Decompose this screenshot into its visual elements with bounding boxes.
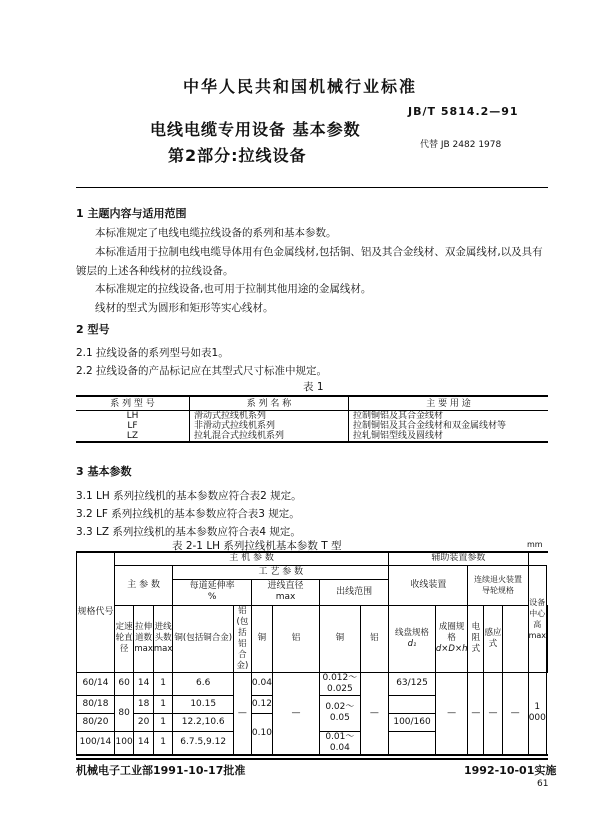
table-2 xyxy=(76,551,548,756)
table-2-header-center-max: max xyxy=(528,630,546,640)
table-cell: 14 xyxy=(134,672,154,695)
table-2-header-out-cu: 铜 xyxy=(320,605,361,672)
table-2-header-guide: 导轮规格 xyxy=(482,586,515,595)
table-cell: 63/125 xyxy=(389,672,436,695)
table-2-header-elec: 电阻式 xyxy=(468,605,484,672)
table-2-header-reel xyxy=(389,605,436,672)
table-cell: 6.7.5,9.12 xyxy=(173,731,234,755)
table-cell: 拉轧铜铝型线及圆线材 xyxy=(349,431,549,442)
table-cell: 0.10 xyxy=(251,713,272,755)
table-2-header-process: 工 艺 参 数 xyxy=(173,565,389,579)
table-1 xyxy=(76,395,548,443)
table-cell-dash: — xyxy=(502,672,528,755)
table-cell-dash: — xyxy=(468,672,484,755)
table-2-header-reel-sym: d₁ xyxy=(407,638,417,649)
table-2-header-dies-label: 拉伸道数 xyxy=(135,622,153,643)
section-1-para-2b: 镀层的上述各种线材的拉线设备。 xyxy=(76,265,234,277)
table-row xyxy=(77,672,548,695)
table-cell: 100 xyxy=(114,731,133,755)
table-2-header-india xyxy=(251,579,319,605)
table-2-header-india-max: max xyxy=(275,592,296,602)
table-2-header-spec: 规格代号 xyxy=(77,552,115,672)
table-1-caption: 表 1 xyxy=(303,381,324,393)
table-cell: 80 xyxy=(114,695,133,731)
table-cell: 12.2,10.6 xyxy=(173,713,234,731)
table-cell-dash: — xyxy=(360,672,389,755)
table-cell-center: 1 000 xyxy=(528,672,546,755)
table-2-header-reel-label: 线盘规格 xyxy=(395,627,430,638)
table-2-header-guide-col xyxy=(502,605,528,672)
standard-code: JB/T 5814.2—91 xyxy=(408,105,519,118)
table-cell: LF xyxy=(76,421,190,431)
table-2-header-outrange: 出线范围 xyxy=(320,579,389,605)
table-cell: 0.01～0.04 xyxy=(320,731,361,755)
table-2-header-dies xyxy=(134,605,154,672)
table-cell: 0.04 xyxy=(251,672,272,695)
table-cell-dash: — xyxy=(484,672,503,755)
table-cell: 滑动式拉线机系列 xyxy=(190,411,349,422)
table-cell: 1 xyxy=(153,695,173,713)
table-2-header-elongation xyxy=(173,579,251,605)
table-cell-dash: — xyxy=(435,672,468,755)
table-2-header-induct: 感应式 xyxy=(484,605,503,672)
table-1-header-model: 系 列 型 号 xyxy=(76,396,190,411)
table-2-header-basic: 主 参 数 xyxy=(114,565,173,605)
table-cell: 0.02～0.05 xyxy=(320,695,361,731)
table-2-header-india-cu: 铜 xyxy=(251,605,272,672)
table-cell xyxy=(389,731,436,755)
supersedes-note: 代替 JB 2482 1978 xyxy=(420,140,502,150)
section-2-title: 2 型号 xyxy=(76,323,110,336)
table-cell: 14 xyxy=(134,731,154,755)
table-cell: 60/14 xyxy=(77,672,115,695)
table-2-header-out-al: 铝 xyxy=(360,605,389,672)
table-2-header-al-elong: 铝(包括铝合金) xyxy=(233,605,251,672)
table-cell: 6.6 xyxy=(173,672,234,695)
table-2-unit: mm xyxy=(527,540,543,549)
table-2-header-main: 主 机 参 数 xyxy=(114,552,388,565)
document-title-line1: 电线电缆专用设备 基本参数 xyxy=(150,120,361,139)
table-cell: 80/18 xyxy=(77,695,115,713)
section-3-title: 3 基本参数 xyxy=(76,465,132,478)
section-2-1: 2.1 拉线设备的系列型号如表1。 xyxy=(76,347,229,359)
table-cell: 100/160 xyxy=(389,713,436,731)
document-title-line2: 第2部分:拉线设备 xyxy=(168,146,307,165)
effective-date: 1992-10-01实施 xyxy=(464,764,557,777)
table-2-header-coil xyxy=(435,605,468,672)
table-2-header-center xyxy=(528,565,546,672)
table-2-header-india-label: 进线直径 xyxy=(267,581,304,591)
table-2-header-speed: 定速轮直径 xyxy=(114,605,133,672)
table-2-header-anneal xyxy=(468,565,528,605)
table-2-header-takeup: 收线装置 xyxy=(389,565,468,605)
section-3-3: 3.3 LZ 系列拉线机的基本参数应符合表4 规定。 xyxy=(76,526,301,538)
table-2-header-aux: 辅助装置参数 xyxy=(389,552,528,565)
table-2-caption: 表 2-1 LH 系列拉线机基本参数 T 型 xyxy=(172,540,342,552)
section-1-title: 1 主题内容与适用范围 xyxy=(76,207,187,220)
table-2-header-cu-elong: 铜(包括铜合金) xyxy=(173,605,234,672)
table-2-header-pct: % xyxy=(207,592,217,602)
table-cell: 20 xyxy=(134,713,154,731)
table-cell: 0.12 xyxy=(251,695,272,713)
section-1-para-2a: 本标准适用于拉制电线电缆导体用有色金属线材,包括铜、铝及其合金线材、双金属线材,以及具有 xyxy=(95,246,543,258)
section-3-2: 3.2 LF 系列拉线机的基本参数应符合表3 规定。 xyxy=(76,508,300,520)
table-cell: 拉制铜铝及其合金线材 xyxy=(353,411,444,421)
table-cell: LH xyxy=(76,411,190,422)
table-2-header-india-al: 铝 xyxy=(272,605,319,672)
table-2-header-anneal-label: 连续退火装置 xyxy=(474,575,523,584)
table-cell: 非滑动式拉线机系列 xyxy=(190,421,349,431)
footer-divider xyxy=(76,758,548,760)
table-2-header-center-blank xyxy=(547,605,548,672)
table-cell: LZ xyxy=(76,431,190,442)
table-2-header-coil-sym: d×D×h xyxy=(435,644,468,654)
section-3-1: 3.1 LH 系列拉线机的基本参数应符合表2 规定。 xyxy=(76,490,302,502)
section-1-para-1: 本标准规定了电线电缆拉线设备的系列和基本参数。 xyxy=(95,227,337,239)
table-cell: 拉制铜铝及其合金线材和双金属线材等 xyxy=(353,421,507,431)
section-1-para-3: 本标准规定的拉线设备,也可用于拉制其他用途的金属线材。 xyxy=(95,283,372,295)
table-cell: 0.012～0.025 xyxy=(320,672,361,695)
approval-date: 机械电子工业部1991-10-17批准 xyxy=(76,764,246,777)
table-1-header-name: 系 列 名 称 xyxy=(190,396,349,411)
table-row xyxy=(76,431,548,442)
table-cell-dash: — xyxy=(233,672,251,755)
table-2-header-elongation-label: 每道延伸率 xyxy=(189,581,235,591)
table-cell: 拉轧混合式拉线机系列 xyxy=(190,431,349,442)
standard-category-heading: 中华人民共和国机械行业标准 xyxy=(182,77,417,96)
table-2-header-heads-max: max xyxy=(153,644,173,654)
table-row xyxy=(76,411,548,422)
table-1-header-use: 主 要 用 途 xyxy=(349,396,549,411)
table-cell: 18 xyxy=(134,695,154,713)
table-cell: 1 xyxy=(153,713,173,731)
table-row xyxy=(76,421,548,431)
table-2-header-center-label: 设备中心高 xyxy=(529,597,546,629)
table-cell: 80/20 xyxy=(77,713,115,731)
section-1-para-4: 线材的型式为圆形和矩形等实心线材。 xyxy=(95,302,274,314)
table-2-header-heads xyxy=(153,605,173,672)
header-divider xyxy=(76,187,548,188)
table-cell: 1 xyxy=(153,731,173,755)
table-cell: 60 xyxy=(114,672,133,695)
table-2-header-dies-max: max xyxy=(134,644,153,654)
table-cell-dash: — xyxy=(272,672,319,755)
table-cell: 1 xyxy=(153,672,173,695)
table-2-header-coil-label: 成圈规格 xyxy=(438,622,465,643)
table-2-header-heads-label: 进线头数 xyxy=(154,622,172,643)
table-cell: 10.15 xyxy=(173,695,234,713)
table-cell: 100/14 xyxy=(77,731,115,755)
table-cell xyxy=(389,695,436,713)
page-number: 61 xyxy=(537,779,549,789)
section-2-2: 2.2 拉线设备的产品标记应在其型式尺寸标准中规定。 xyxy=(76,365,328,377)
